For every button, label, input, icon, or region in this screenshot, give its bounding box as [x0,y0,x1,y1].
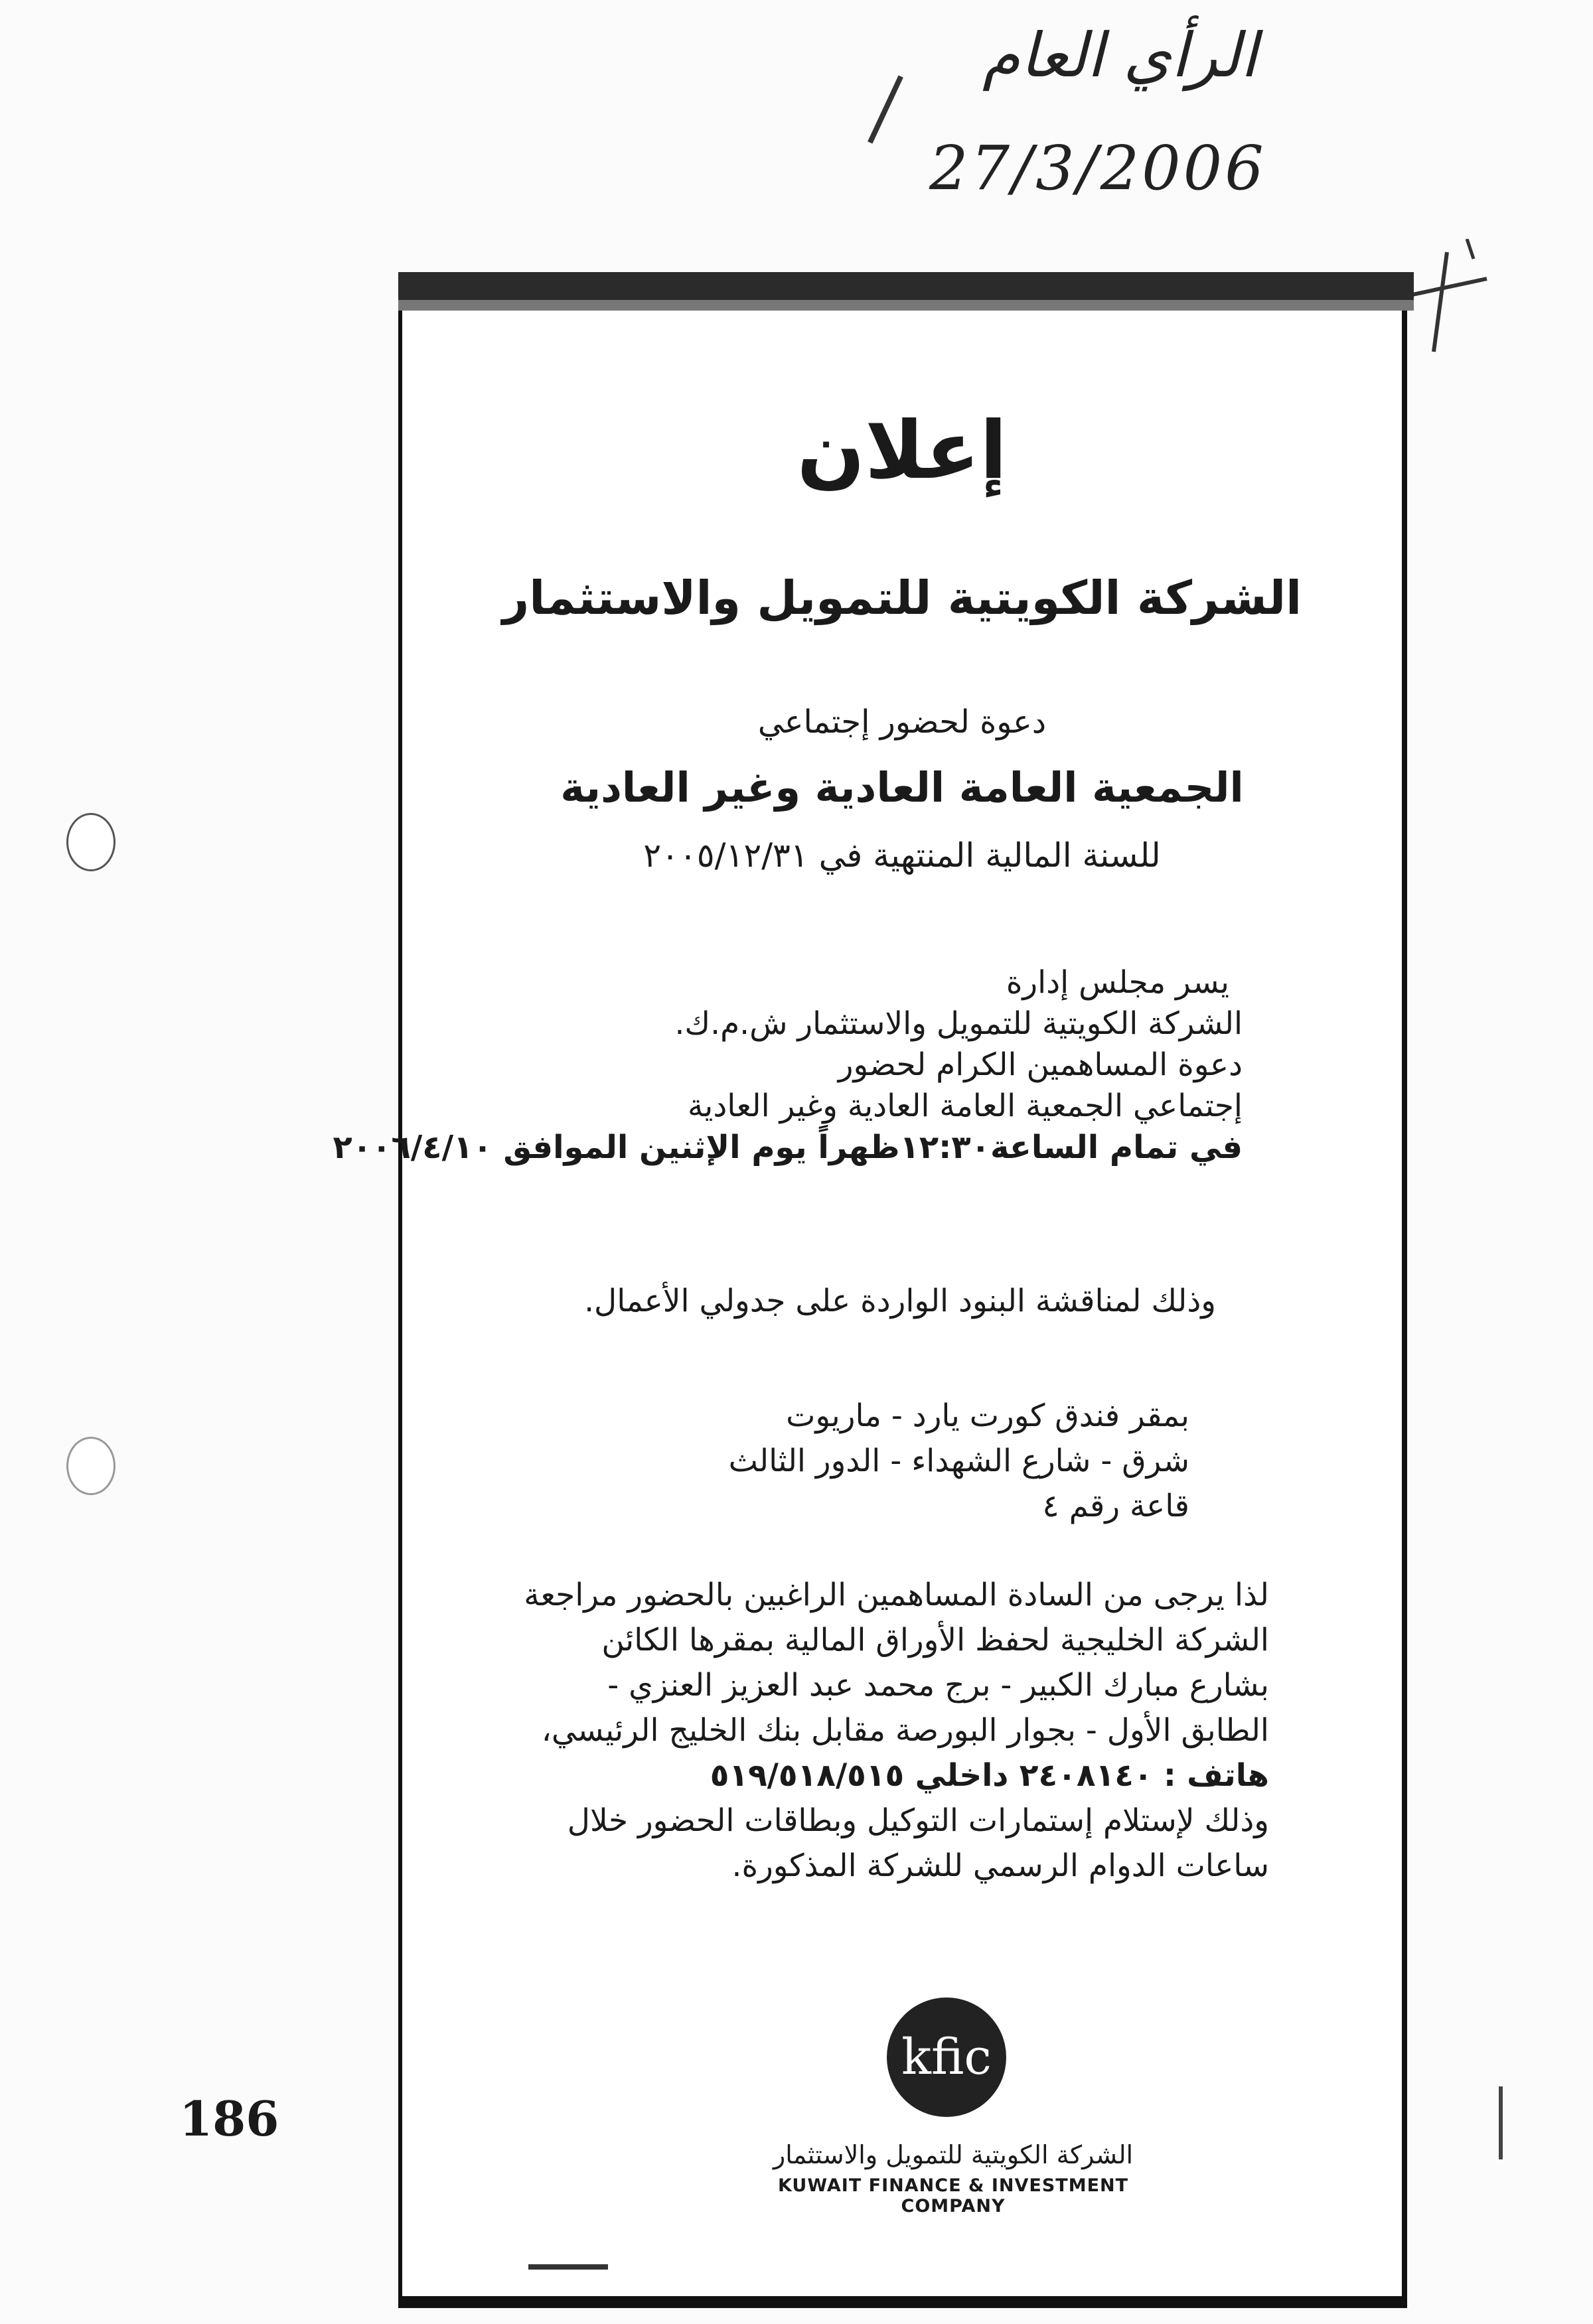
margin-tick [1499,2086,1503,2159]
handwritten-date: 27/3/2006 [929,133,1266,204]
instruction-line: بشارع مبارك الكبير - برج محمد عبد العزيز العنزي - [607,1667,1269,1704]
logo-english-name: KUWAIT FINANCE & INVESTMENT COMPANY [777,2175,1129,2216]
instruction-line: وذلك لإستلام إستمارات التوكيل وبطاقات الحضور خلال [567,1802,1269,1839]
page-number: 186 [179,2090,279,2147]
body-line: الشركة الكويتية للتمويل والاستثمار ش.م.ك. [674,1005,1243,1042]
invitation-title: دعوة لحضور إجتماعي [757,703,1047,741]
company-name: الشركة الكويتية للتمويل والاستثمار [502,571,1302,625]
punch-hole-top [66,813,115,871]
logo-arabic-name: الشركة الكويتية للتمويل والاستثمار [773,2140,1134,2169]
instruction-line: ساعات الدوام الرسمي للشركة المذكورة. [731,1848,1269,1884]
venue-line: بمقر فندق كورت يارد - ماريوت [786,1398,1189,1434]
venue-line: قاعة رقم ٤ [1042,1488,1189,1524]
meeting-time-line: في تمام الساعة١٢:٣٠ظهراً يوم الإثنين الموافق ٢٠٠٦/٤/١٠ [333,1129,1243,1166]
bottom-dash-mark [528,2264,608,2270]
instruction-line: الشركة الخليجية لحفظ الأوراق المالية بمقرها الكائن [601,1622,1269,1658]
phone-line: هاتف : ٢٤٠٨١٤٠ داخلي ٥١٩/٥١٨/٥١٥ [710,1757,1269,1794]
body-line: دعوة المساهمين الكرام لحضور [838,1047,1243,1083]
fiscal-year-line: للسنة المالية المنتهية في ٢٠٠٥/١٢/٣١ [643,836,1161,875]
handwritten-title: الرأي العام [982,20,1258,91]
body-line: إجتماعي الجمعية العامة العادية وغير العادية [688,1088,1243,1124]
kfic-logo: kfic [887,1997,1006,2117]
instruction-line: الطابق الأول - بجوار البورصة مقابل بنك الخليج الرئيسي، [541,1712,1269,1749]
announcement-box [333,272,1407,2308]
agenda-note [584,1281,1216,1322]
instruction-line: لذا يرجى من السادة المساهمين الراغبين بالحضور مراجعة [524,1577,1269,1613]
invitation-body [333,962,1243,1168]
venue-block [729,1394,1189,1529]
announcement-top-bar [398,272,1414,311]
body-line: يسر مجلس إدارة [1006,964,1229,1001]
venue-line: شرق - شارع الشهداء - الدور الثالث [728,1443,1189,1479]
assembly-title: الجمعية العامة العادية وغير العادية [560,763,1244,812]
handwritten-slash [868,75,903,143]
agenda-line: وذلك لمناقشة البنود الواردة على جدولي الأعمال. [584,1283,1216,1319]
punch-hole-bottom [66,1437,115,1495]
instructions-block [506,1573,1269,1889]
announcement-heading: إعلان [796,405,1008,497]
